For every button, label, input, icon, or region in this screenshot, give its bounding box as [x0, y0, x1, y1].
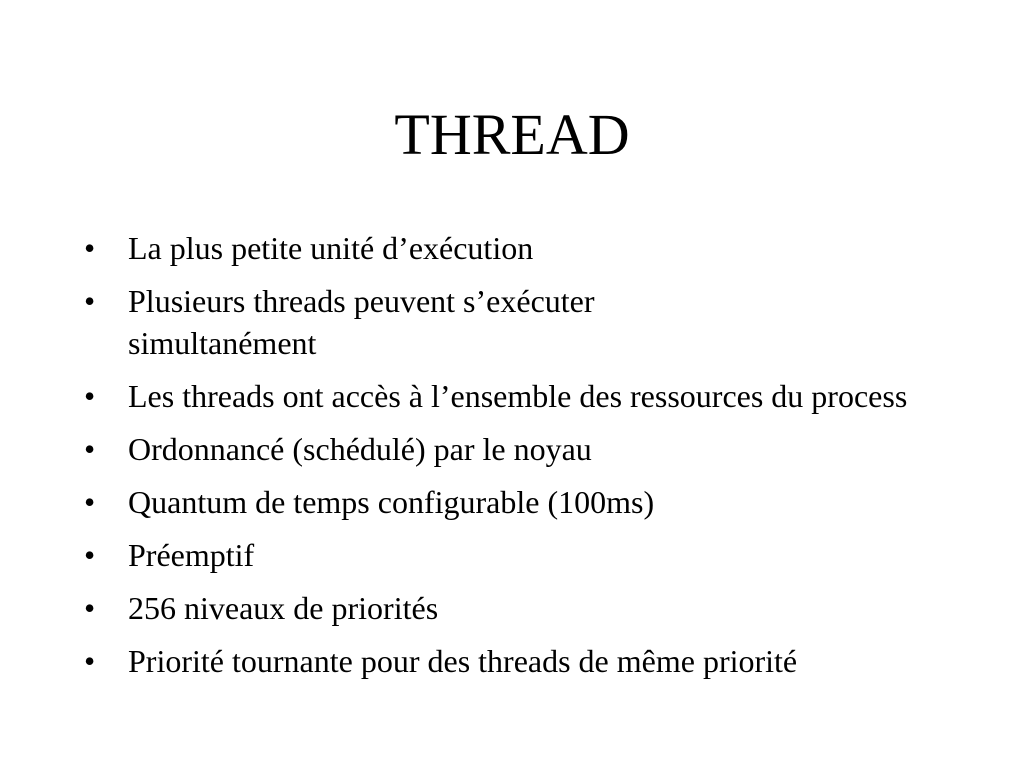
bullet-item [84, 227, 944, 269]
bullet-text: La plus petite unité d’exécution [128, 230, 534, 266]
bullet-list [84, 227, 944, 693]
bullet-text: Quantum de temps configurable (100ms) [128, 484, 655, 520]
slide-title: THREAD [394, 102, 630, 167]
bullet-marker: • [84, 283, 96, 319]
bullet-text: 256 niveaux de priorités [128, 590, 439, 626]
bullet-text: Ordonnancé (schédulé) par le noyau [128, 431, 592, 467]
bullet-item [84, 375, 944, 417]
bullet-item [84, 534, 944, 576]
bullet-marker: • [84, 590, 96, 626]
bullet-text: Plusieurs threads peuvent s’exécuter simultanément [128, 283, 595, 361]
bullet-marker: • [84, 431, 96, 467]
bullet-item [84, 587, 944, 629]
bullet-marker: • [84, 537, 96, 573]
bullet-marker: • [84, 643, 96, 679]
bullet-text: Préemptif [128, 537, 255, 573]
bullet-item [84, 428, 944, 470]
bullet-text: Les threads ont accès à l’ensemble des ressources du process [128, 378, 908, 414]
bullet-text: Priorité tournante pour des threads de même priorité [128, 643, 798, 679]
bullet-marker: • [84, 378, 96, 414]
bullet-item [84, 640, 944, 682]
bullet-marker: • [84, 230, 96, 266]
bullet-item [84, 481, 944, 523]
bullet-marker: • [84, 484, 96, 520]
bullet-item [84, 280, 944, 364]
